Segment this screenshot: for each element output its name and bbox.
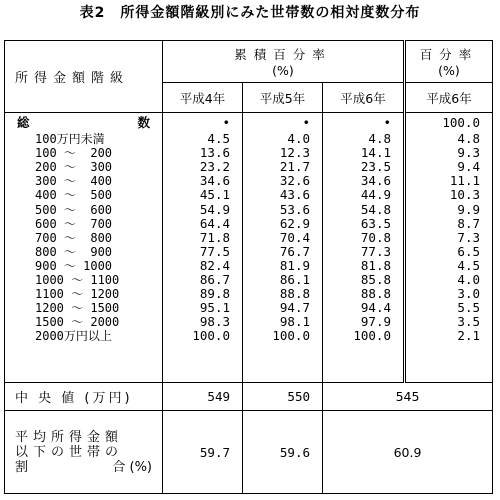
- table-cell: 100.0: [192, 328, 230, 344]
- table-cell: 10.3: [449, 187, 480, 203]
- table-cell: 70.4: [279, 229, 310, 245]
- year-header-4: 平成6年: [405, 83, 493, 113]
- table-cell: 70.8: [360, 229, 391, 245]
- table-cell: 100.0: [272, 328, 310, 344]
- table-cell: 34.6: [360, 173, 391, 189]
- table-caption: 表2 所得金額階級別にみた世帯数の相対度数分布: [79, 5, 421, 21]
- income-bracket-label: 500 ～ 600: [35, 202, 113, 217]
- table-cell: 7.3: [457, 229, 480, 245]
- table-cell: 4.5: [457, 257, 480, 273]
- table-cell: 77.5: [199, 243, 230, 259]
- table-cell: 95.1: [199, 300, 230, 316]
- table-cell: 14.1: [360, 145, 391, 161]
- table-cell: 88.8: [279, 286, 310, 302]
- table-cell: 4.8: [368, 131, 391, 147]
- table-cell: 4.8: [457, 131, 480, 147]
- below-avg-label: 平均所得金額 以下の世帯の 割 合 (%): [5, 411, 163, 494]
- income-bracket-label: 100万円未満: [35, 132, 105, 147]
- table-cell: 97.9: [360, 314, 391, 330]
- table-cell: 9.3: [457, 145, 480, 161]
- table-cell: 44.9: [360, 187, 391, 203]
- table-cell: 86.7: [199, 272, 230, 288]
- table-cell: 11.1: [449, 173, 480, 189]
- table-cell: 89.8: [199, 286, 230, 302]
- table-cell: 32.6: [279, 173, 310, 189]
- table-cell: 98.3: [199, 314, 230, 330]
- table-cell: 4.0: [457, 272, 480, 288]
- income-bracket-label: 600 ～ 700: [35, 216, 113, 231]
- table-cell: 43.6: [279, 187, 310, 203]
- income-bracket-label: 800 ～ 900: [35, 244, 113, 259]
- table-cell: 94.7: [279, 300, 310, 316]
- col-h4: • 4.5 13.6 23.2 34.6 45.1 54.9 64.4 71.8 77.5 82.4 86.7 89.8 95.1 98.3 100.0: [163, 113, 243, 383]
- table-cell: 34.6: [199, 173, 230, 189]
- table-cell: 2.1: [457, 328, 480, 344]
- total-label: 総 数: [17, 115, 150, 130]
- table-cell: 45.1: [199, 187, 230, 203]
- year-header-1: 平成4年: [163, 83, 243, 113]
- label-column: [5, 113, 163, 383]
- median-h4: 549: [163, 383, 243, 411]
- cumulative-title: 累積百分率: [234, 47, 332, 62]
- table-cell: 3.5: [457, 314, 480, 330]
- year-header-3: 平成6年: [323, 83, 405, 113]
- table-cell: 71.8: [199, 229, 230, 245]
- year-header-2: 平成5年: [243, 83, 323, 113]
- income-bracket-label: 200 ～ 300: [35, 160, 113, 175]
- table-cell: 76.7: [279, 243, 310, 259]
- col-h6-percent: 100.0 4.8 9.3 9.4 11.1 10.3 9.9 8.7 7.3 6.5 4.5 4.0 3.0 5.5 3.5 2.1: [405, 113, 493, 383]
- table-cell: 8.7: [457, 215, 480, 231]
- table-cell: 53.6: [279, 201, 310, 217]
- table-cell: 94.4: [360, 300, 391, 316]
- table-cell: 4.5: [207, 131, 230, 147]
- below-avg-h6: 60.9: [323, 411, 493, 494]
- median-h5: 550: [243, 383, 323, 411]
- income-bracket-label: 700 ～ 800: [35, 230, 113, 245]
- table-cell: 64.4: [199, 215, 230, 231]
- income-bracket-label: 900 ～ 1000: [35, 258, 113, 273]
- median-label: 中 央 値 (万円): [5, 383, 163, 411]
- income-bracket-label: 1500 ～ 2000: [35, 315, 120, 330]
- income-bracket-label: 2000万円以上: [35, 329, 112, 344]
- table-cell: 5.5: [457, 300, 480, 316]
- table-cell: 63.5: [360, 215, 391, 231]
- table-cell: 3.0: [457, 286, 480, 302]
- table-cell: 6.5: [457, 243, 480, 259]
- table-cell: 23.5: [360, 159, 391, 175]
- table-cell: 81.9: [279, 257, 310, 273]
- table-cell: 77.3: [360, 243, 391, 259]
- percent-header: [405, 41, 493, 83]
- cumulative-header: [163, 41, 405, 83]
- table-cell: 98.1: [279, 314, 310, 330]
- table-cell: 54.8: [360, 201, 391, 217]
- col-h5: • 4.0 12.3 21.7 32.6 43.6 53.6 62.9 70.4 76.7 81.9 86.1 88.8 94.7 98.1 100.0: [243, 113, 323, 383]
- cumulative-unit: (%): [272, 63, 294, 78]
- below-avg-h4: 59.7: [199, 444, 230, 460]
- col-h6: • 4.8 14.1 23.5 34.6 44.9 54.8 63.5 70.8 77.3 81.8 85.8 88.8 94.4 97.9 100.0: [323, 113, 405, 383]
- percent-title: 百分率: [419, 47, 479, 62]
- median-h6: 545: [323, 383, 493, 411]
- table-cell: 23.2: [199, 159, 230, 175]
- table-cell: 9.4: [457, 159, 480, 175]
- table-cell: 62.9: [279, 215, 310, 231]
- below-avg-h5: 59.6: [243, 411, 323, 494]
- table-cell: 12.3: [279, 145, 310, 161]
- table-cell: 100.0: [353, 328, 391, 344]
- income-bracket-label: 400 ～ 500: [35, 188, 113, 203]
- table-cell: 4.0: [287, 131, 310, 147]
- table-cell: 82.4: [199, 257, 230, 273]
- table-cell: 85.8: [360, 272, 391, 288]
- income-bracket-label: 1100 ～ 1200: [35, 287, 120, 302]
- row-header-label: 所得金額階級: [5, 41, 163, 113]
- table-cell: 9.9: [457, 201, 480, 217]
- income-distribution-table: [4, 40, 493, 494]
- table-cell: 88.8: [360, 286, 391, 302]
- income-bracket-label: 1000 ～ 1100: [35, 273, 120, 288]
- table-cell: 54.9: [199, 201, 230, 217]
- table-cell: 21.7: [279, 159, 310, 175]
- table-cell: 81.8: [360, 257, 391, 273]
- income-bracket-label: 300 ～ 400: [35, 174, 113, 189]
- income-bracket-label: 100 ～ 200: [35, 146, 113, 161]
- percent-unit: (%): [438, 63, 460, 78]
- table-cell: 86.1: [279, 272, 310, 288]
- income-bracket-label: 1200 ～ 1500: [35, 301, 120, 316]
- table-cell: 13.6: [199, 145, 230, 161]
